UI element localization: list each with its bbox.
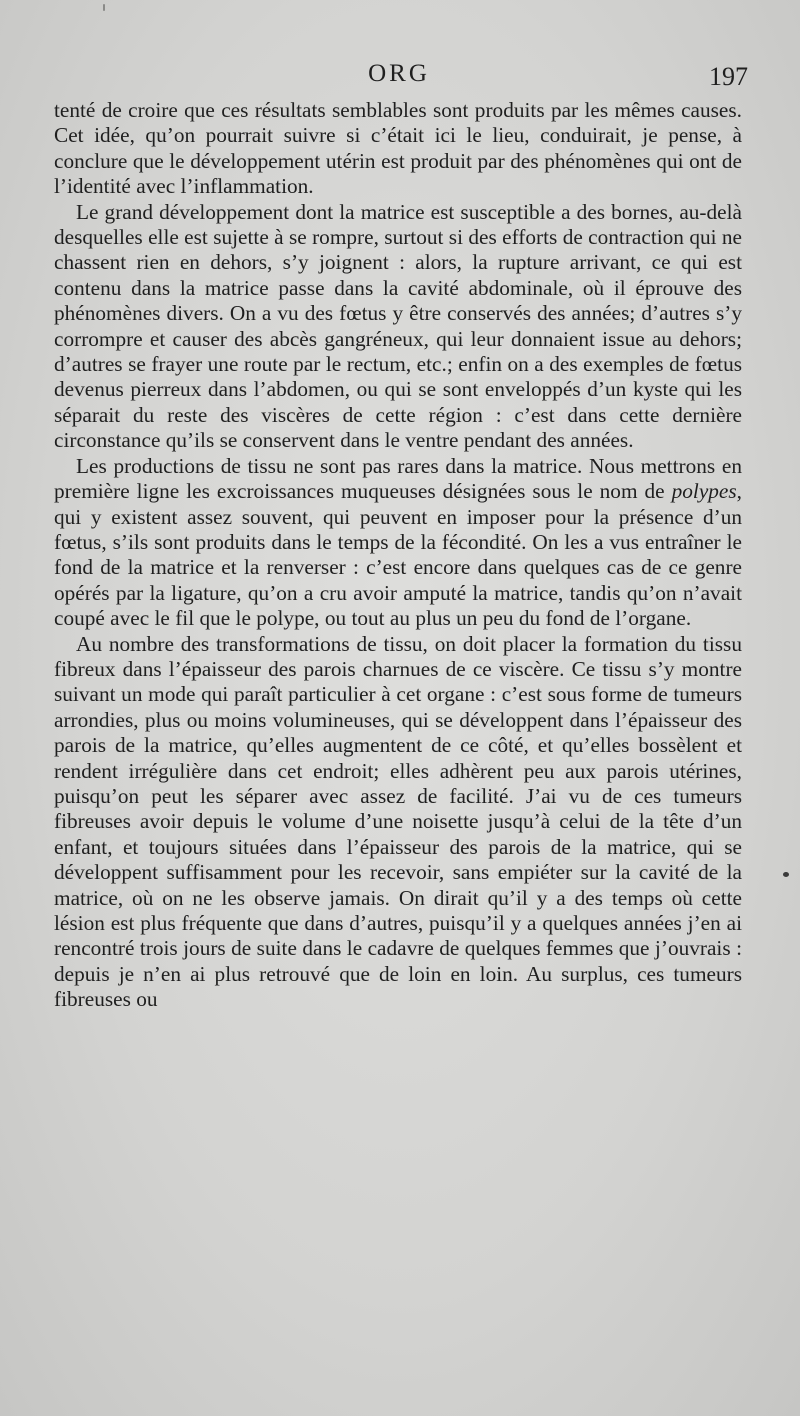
- paragraph-fibrous-tumors: Au nombre des transformations de tissu, on doit placer la formation du tissu fibreux dans l’épaisseur des parois charnues de ce viscère. Ce tissu s’y montre suivant un mode qui paraît particulier à cet organe : c’est sous forme de tumeurs arrondies, plus ou moins volumineuses, qui se développent dans l’épaisseur des parois de la matrice, qu’elles augmentent de ce côté, et qu’elles bossèlent et rendent irrégulière dans cet endroit; elles adhèrent peu aux parois utérines, puisqu’on peut les séparer avec assez de facilité. J’ai vu de ces tumeurs fibreuses avoir depuis le volume d’une noisette jusqu’à celui de la tête d’un enfant, et toujours situées dans l’épaisseur des parois de la matrice, qui se développent suffisamment pour les recevoir, sans empiéter sur la cavité de la matrice, où on ne les observe jamais. On dirait qu’il y a des temps où cette lésion est plus fréquente que dans d’autres, puisqu’il y a quelques années j’en ai rencontré trois jours de suite dans le cadavre de quelques femmes que j’ouvrais : depuis je n’en ai plus retrouvé que de loin en loin. Au surplus, ces tumeurs fibreuses ou: [54, 631, 742, 1012]
- ink-speck: [783, 872, 789, 877]
- paragraph-uterine-rupture: Le grand développement dont la matrice est susceptible a des bornes, au-delà desquelles elle est sujette à se rompre, surtout si des efforts de contraction qui ne chassent rien en dehors, s’y joignent : alors, la rupture arrivant, ce qui est contenu dans la matrice passe dans la cavité abdominale, où il éprouve des phénomènes divers. On a vu des fœtus y être conservés des années; d’autres s’y corrompre et causer des abcès gangréneux, qui leur donnaient issue au dehors; d’autres se frayer une route par le rectum, etc.; enfin on a des exemples de fœtus devenus pierreux dans l’abdomen, ou qui se sont enveloppés d’un kyste qui les séparait du reste des viscères de cette région : c’est dans cette dernière circonstance qu’ils se conservent dans le ventre pendant des années.: [54, 199, 742, 453]
- running-head: [54, 60, 748, 100]
- ink-speck: [103, 4, 105, 11]
- page-number: 197: [709, 62, 748, 91]
- polypes-italic-term: polypes: [671, 479, 737, 504]
- paragraph-polypes-text-before: Les productions de tissu ne sont pas rares dans la matrice. Nous mettrons en première ligne les excroissances muqueuses désignées sous le nom de: [54, 453, 742, 504]
- paragraph-polypes: [54, 454, 742, 632]
- body-text: [54, 98, 742, 1013]
- paragraph-continued: tenté de croire que ces résultats semblables sont produits par les mêmes causes. Cet idée, qu’on pourrait suivre si c’était ici le lieu, conduirait, je pense, à conclure que le développement utérin est produit par des phénomènes qui ont de l’identité avec l’inflammation.: [54, 98, 742, 199]
- paragraph-polypes-text-after: , qui y existent assez souvent, qui peuvent en imposer pour la présence d’un fœtus, s’ils sont produits dans le temps de la fécondité. On les a vus entraîner le fond de la matrice et la renverser : c’est encore dans quelques cas de ce genre opérés par la ligature, qu’on a cru avoir amputé la matrice, tandis qu’on n’avait coupé avec le fil que le polype, ou tout au plus un peu du fond de l’organe.: [54, 479, 742, 631]
- running-head-title: ORG: [368, 60, 430, 87]
